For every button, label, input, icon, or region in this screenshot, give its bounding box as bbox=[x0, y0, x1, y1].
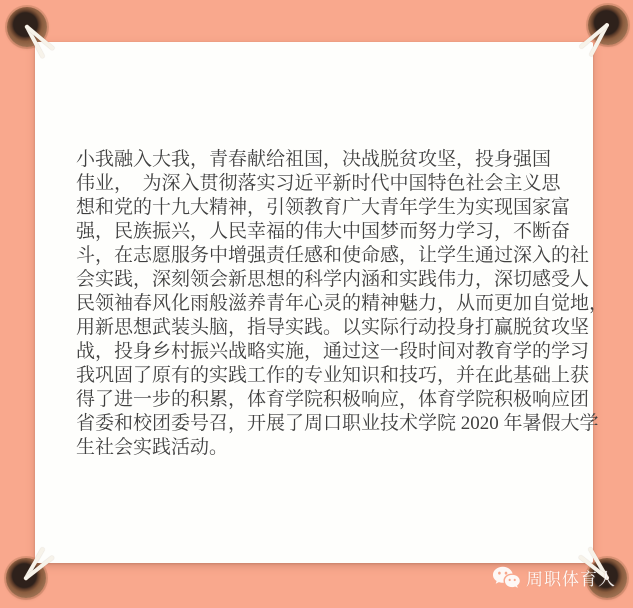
paragraph-line: 生社会实践活动。 bbox=[76, 437, 229, 458]
paragraph-line: 斗，在志愿服务中增强责任感和使命感，让学生通过深入的社 bbox=[76, 245, 590, 266]
paragraph-line: 民领袖春风化雨般滋养青年心灵的精神魅力，从而更加自觉地， bbox=[76, 293, 609, 314]
paragraph-line: 小我融入大我，青春献给祖国，决战脱贫攻坚，投身强国 bbox=[76, 149, 552, 170]
paragraph-line: 得了进一步的积累，体育学院积极响应，体育学院积极响应团 bbox=[76, 389, 590, 410]
wechat-icon bbox=[492, 566, 520, 589]
paragraph-line: 想和党的十九大精神，引领教育广大青年学生为实现国家富 bbox=[76, 197, 571, 218]
paragraph-line: 我巩固了原有的实践工作的专业知识和技巧，并在此基础上获 bbox=[76, 365, 590, 386]
watermark-label: 周职体育人 bbox=[526, 570, 616, 589]
paragraph-line: 会实践，深刻领会新思想的科学内涵和实践伟力，深切感受人 bbox=[76, 269, 590, 290]
paragraph-line: 伟业， 为深入贯彻落实习近平新时代中国特色社会主义思 bbox=[76, 173, 561, 194]
paragraph-line: 省委和校团委号召，开展了周口职业技术学院 2020 年暑假大学 bbox=[76, 413, 599, 434]
paragraph-line: 用新思想武装头脑，指导实践。以实际行动投身打赢脱贫攻坚 bbox=[76, 317, 590, 338]
article-text bbox=[76, 148, 609, 460]
paragraph-line: 战，投身乡村振兴战略实施，通过这一段时间对教育学的学习 bbox=[76, 341, 590, 362]
watermark bbox=[492, 565, 616, 590]
paragraph-line: 强，民族振兴，人民幸福的伟大中国梦而努力学习，不断奋 bbox=[76, 221, 571, 242]
paper-sheet bbox=[35, 42, 609, 563]
